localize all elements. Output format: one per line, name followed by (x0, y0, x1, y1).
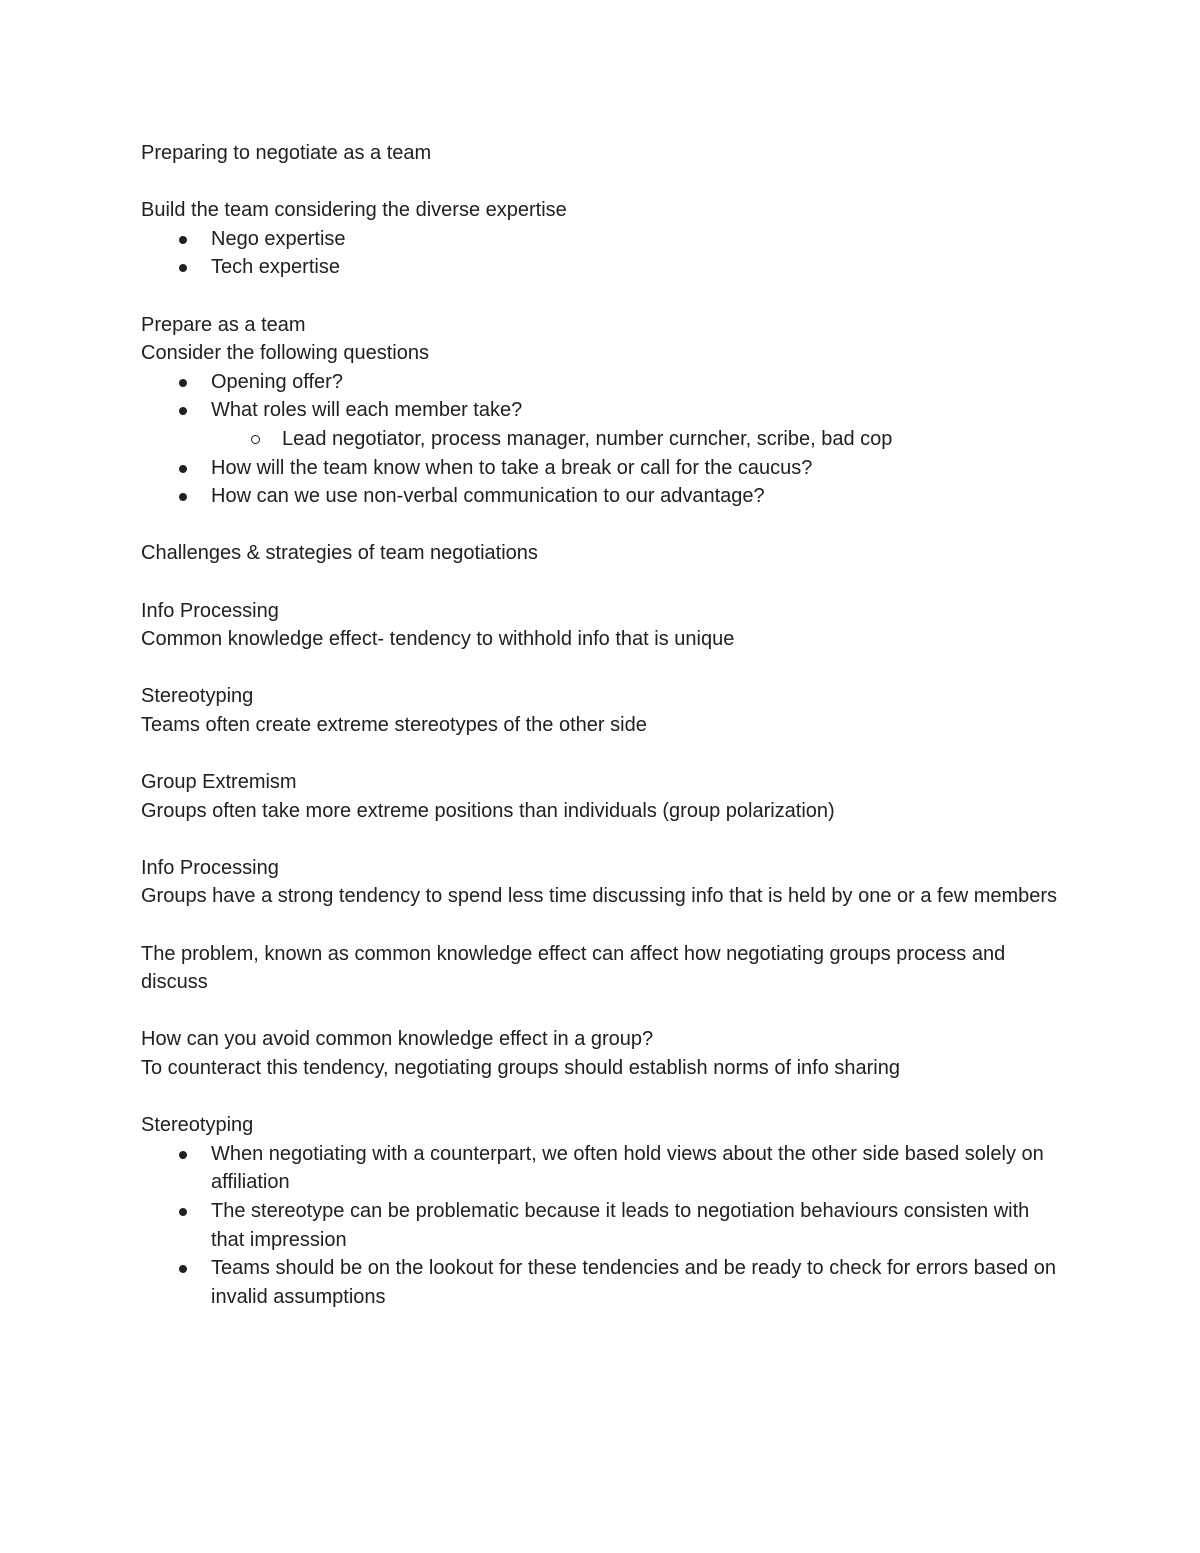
blank-line (141, 911, 1061, 940)
blank-line (141, 282, 1061, 311)
list-item: Opening offer? (141, 368, 1061, 397)
prepare-heading: Prepare as a team (141, 313, 306, 336)
blank-line (141, 168, 1061, 197)
stereotyping-list (141, 1140, 1061, 1312)
blank-line (141, 568, 1061, 597)
blank-line (141, 825, 1061, 854)
blank-line (141, 1083, 1061, 1112)
info-processing-text-2: Groups have a strong tendency to spend less time discussing info that is held by one or a few members (141, 885, 1058, 908)
document-title: Preparing to negotiate as a team (141, 142, 432, 164)
prepare-list (141, 368, 1061, 511)
info-processing-heading: Info Processing (141, 599, 279, 622)
list-item: How will the team know when to take a break or call for the caucus? (141, 454, 1061, 483)
list-item: What roles will each member take? (141, 396, 1061, 425)
list-item: How can we use non-verbal communication to our advantage? (141, 482, 1061, 511)
avoid-answer: To counteract this tendency, negotiating groups should establish norms of info sharing (141, 1057, 900, 1079)
blank-line (141, 997, 1061, 1026)
list-item: Nego expertise (141, 225, 1061, 254)
group-extremism-text: Groups often take more extreme positions than individuals (group polarization) (141, 799, 835, 822)
avoid-question: How can you avoid common knowledge effect in a group? (141, 1028, 654, 1051)
document-body (141, 139, 1061, 1311)
prepare-intro: Consider the following questions (141, 342, 429, 365)
stereotyping-heading: Stereotyping (141, 685, 254, 708)
blank-line (141, 511, 1061, 540)
list-item: The stereotype can be problematic because it leads to negotiation behaviours consisten with that impression (141, 1197, 1061, 1254)
sub-list-item: Lead negotiator, process manager, number curncher, scribe, bad cop (141, 425, 1061, 454)
build-team-list (141, 225, 1061, 282)
stereotyping-text: Teams often create extreme stereotypes of the other side (141, 713, 647, 736)
info-processing-text: Common knowledge effect- tendency to withhold info that is unique (141, 628, 735, 651)
challenges-heading: Challenges & strategies of team negotiations (141, 542, 538, 565)
stereotyping-heading-2: Stereotyping (141, 1114, 254, 1137)
list-item: Teams should be on the lookout for these tendencies and be ready to check for errors based on invalid assumptions (141, 1254, 1061, 1311)
info-processing-heading-2: Info Processing (141, 856, 279, 879)
group-extremism-heading: Group Extremism (141, 771, 297, 794)
blank-line (141, 739, 1061, 768)
problem-paragraph: The problem, known as common knowledge effect can affect how negotiating groups process and discuss (141, 942, 1006, 994)
list-item: Tech expertise (141, 253, 1061, 282)
list-item: When negotiating with a counterpart, we often hold views about the other side based solely on affiliation (141, 1140, 1061, 1197)
blank-line (141, 654, 1061, 683)
build-team-heading: Build the team considering the diverse expertise (141, 199, 567, 222)
